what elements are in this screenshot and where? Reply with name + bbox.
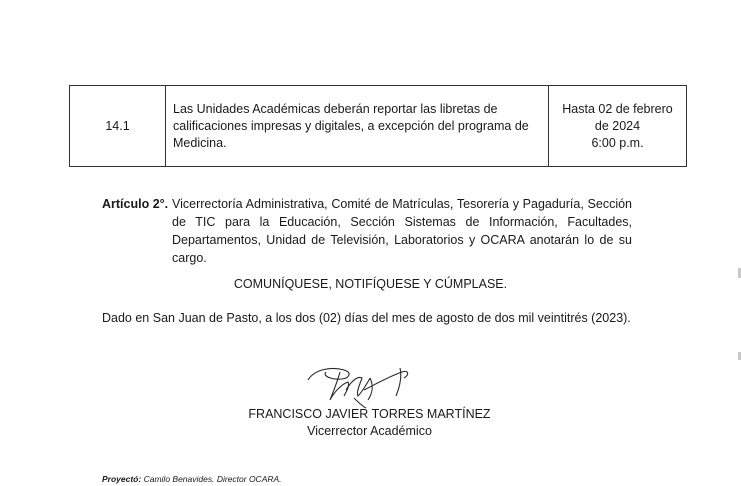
article-2 <box>102 195 632 267</box>
row-description: Las Unidades Académicas deberán reportar las libretas de calificaciones impresas y digitales, a excepción del programa de Medicina. <box>166 86 549 167</box>
prepared-by <box>102 474 282 484</box>
prepared-by-label: Proyectó: <box>102 474 142 484</box>
deadline-line-1: Hasta 02 de febrero <box>562 102 673 116</box>
deadline-line-3: 6:00 p.m. <box>591 136 644 150</box>
signer-title: Vicerrector Académico <box>307 424 432 438</box>
signer-block <box>0 407 741 438</box>
signer-name: FRANCISCO JAVIER TORRES MARTÍNEZ <box>248 407 491 421</box>
article-text: Vicerrectoría Administrativa, Comité de Matrículas, Tesorería y Pagaduría, Sección de TIC para la Educación, Sección Sistemas de Información, Facultades, Departamentos, Unidad de Televisión, Laboratorios y OCARA anotarán lo de su cargo. <box>172 197 632 265</box>
closing-statement: COMUNÍQUESE, NOTIFÍQUESE Y CÚMPLASE. <box>233 277 508 291</box>
prepared-by-text: Camilo Benavides. Director OCARA. <box>143 474 282 484</box>
issued-statement: Dado en San Juan de Pasto, a los dos (02) días del mes de agosto de dos mil veintitrés (2023). <box>102 311 631 325</box>
deadline-line-2: de 2024 <box>594 119 641 133</box>
table-row <box>70 86 687 167</box>
row-number: 14.1 <box>70 86 166 167</box>
signature-image <box>300 362 425 410</box>
row-deadline <box>549 86 687 167</box>
article-label: Artículo 2°. <box>102 197 169 211</box>
schedule-table <box>69 85 687 167</box>
